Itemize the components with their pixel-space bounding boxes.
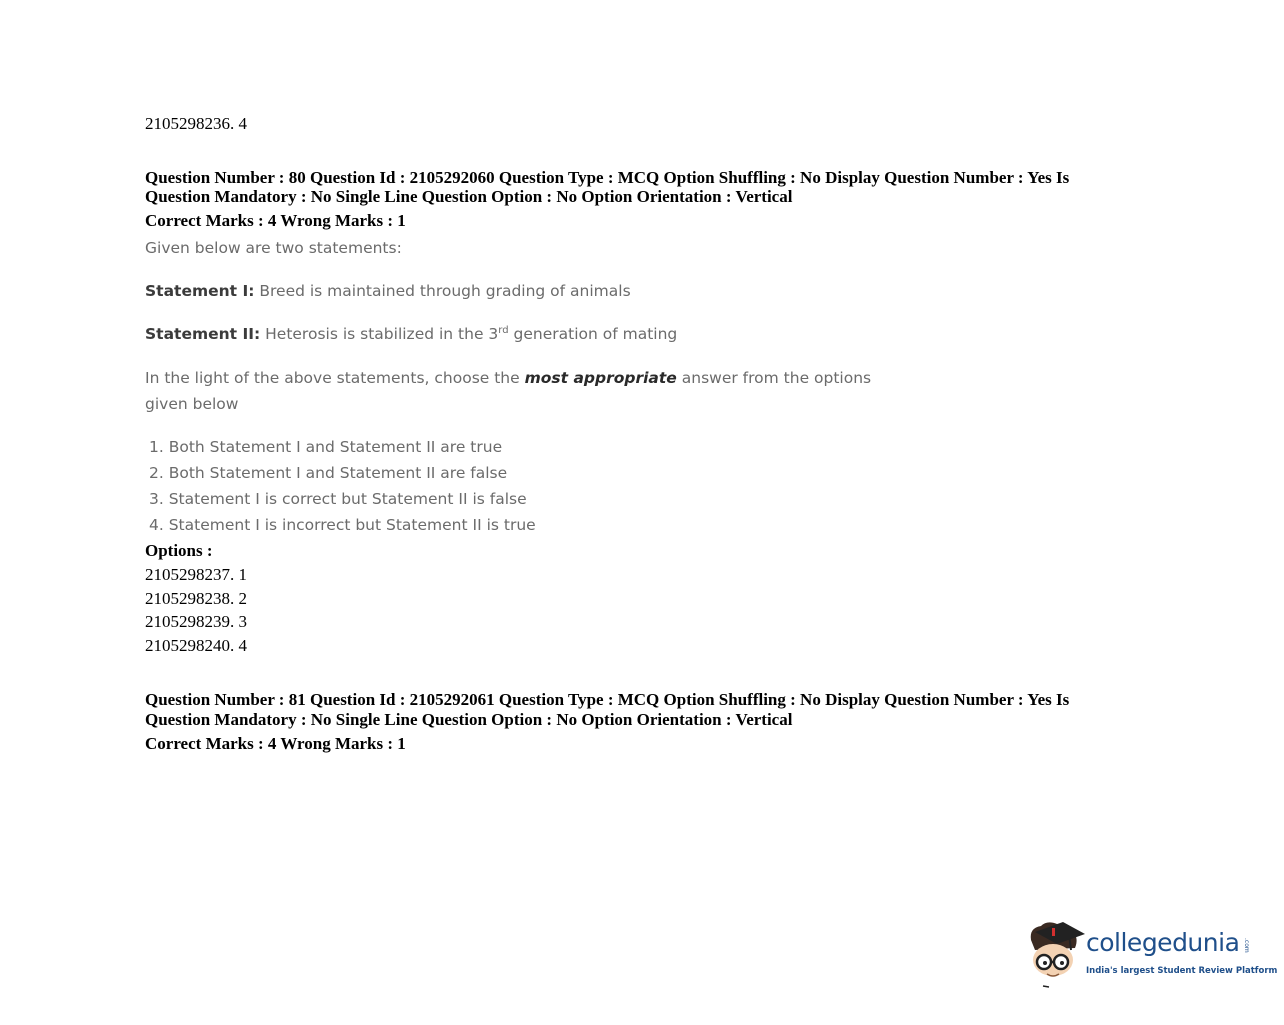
logo-tagline: India's largest Student Review Platform [1086,966,1278,976]
q80-choice-1: 1. Both Statement I and Statement II are true [149,438,503,456]
q81-meta-line2: Question Mandatory : No Single Line Question Option : No Option Orientation : Vertical [145,710,793,729]
instruction-text-b: answer from the options [676,369,872,387]
statement-2-superscript: rd [498,324,509,336]
instruction-text-a: In the light of the above statements, choose the [145,369,525,387]
q80-option-4: 2105298240. 4 [145,636,247,655]
q80-meta-line2: Question Mandatory : No Single Line Question Option : No Option Orientation : Vertical [145,187,793,206]
statement-1-label: Statement I: [145,282,255,300]
statement-2-text-a: Heterosis is stabilized in the 3 [260,325,499,343]
logo-wordmark: collegedunia [1086,928,1240,957]
q80-meta-line1: Question Number : 80 Question Id : 2105292060 Question Type : MCQ Option Shuffling : No Display Question Number : Yes Is [145,168,1070,187]
q80-marks: Correct Marks : 4 Wrong Marks : 1 [145,211,406,230]
q81-marks: Correct Marks : 4 Wrong Marks : 1 [145,734,406,753]
q80-options-label: Options : [145,541,213,560]
q80-statement-1 [145,278,631,304]
q80-choice-3: 3. Statement I is correct but Statement II is false [149,490,527,508]
previous-option-id: 2105298236. 4 [145,114,247,133]
q80-option-3: 2105298239. 3 [145,612,247,631]
q80-choice-2: 2. Both Statement I and Statement II are false [149,464,508,482]
q80-choice-4: 4. Statement I is incorrect but Statement II is true [149,516,536,534]
q80-instruction-line2: given below [145,395,239,413]
mascot-graduation-cap-icon [1025,918,1085,990]
q80-statement-2 [145,321,677,347]
statement-2-text-b: generation of mating [508,325,678,343]
statement-1-text: Breed is maintained through grading of animals [254,282,631,300]
q80-intro: Given below are two statements: [145,239,402,257]
logo-tld: .com [1243,938,1250,953]
statement-2-label: Statement II: [145,325,261,343]
q81-meta-line1: Question Number : 81 Question Id : 2105292061 Question Type : MCQ Option Shuffling : No Display Question Number : Yes Is [145,690,1070,709]
q80-option-1: 2105298237. 1 [145,565,247,584]
q80-option-2: 2105298238. 2 [145,589,247,608]
instruction-emphasis: most appropriate [524,369,677,387]
q80-instruction [145,365,871,391]
collegedunia-logo[interactable] [1025,918,1278,990]
